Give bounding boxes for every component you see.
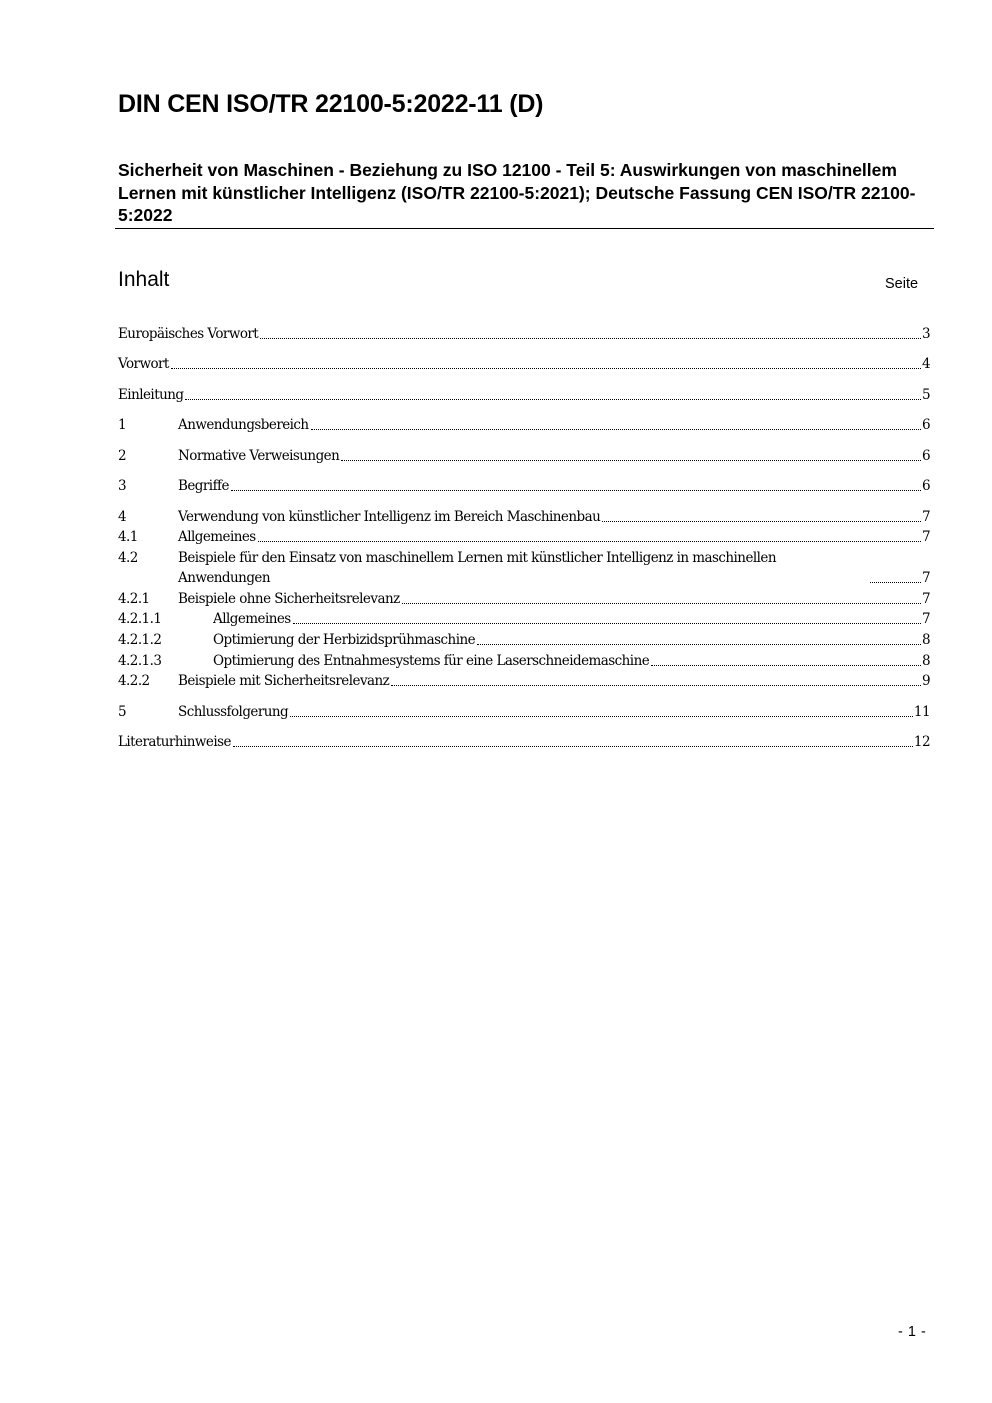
- toc-entry-vorwort[interactable]: [118, 354, 930, 374]
- toc-entry-einleitung[interactable]: [118, 385, 930, 405]
- toc-entry-page: 6: [921, 478, 930, 494]
- toc-entry-page: 8: [921, 653, 930, 669]
- toc-entry-number: 4.2.1: [118, 591, 150, 607]
- toc-dot-leader: [260, 338, 921, 339]
- toc-entry-1[interactable]: [118, 415, 930, 435]
- toc-entry-page: 3: [921, 326, 930, 342]
- toc-dot-leader: [870, 582, 921, 583]
- toc-entry-title: Europäisches Vorwort: [118, 326, 259, 342]
- toc-entry-title: Normative Verweisungen: [178, 448, 340, 464]
- toc-entry-4-2-1[interactable]: [118, 589, 930, 609]
- toc-entry-title: Anwendungsbereich: [178, 417, 309, 433]
- toc-entry-title: Schlussfolgerung: [178, 704, 289, 720]
- toc-dot-leader: [391, 685, 921, 686]
- toc-entry-2[interactable]: [118, 446, 930, 466]
- toc-dot-leader: [293, 623, 921, 624]
- toc-entry-page: 7: [921, 611, 930, 627]
- toc-page-column-heading: Seite: [885, 276, 919, 292]
- footer-page-number: - 1 -: [898, 1324, 927, 1340]
- toc-dot-leader: [258, 541, 921, 542]
- toc-entry-title: Begriffe: [178, 478, 229, 494]
- toc-entry-page: 12: [913, 734, 930, 750]
- toc-entry-number: 5: [118, 704, 127, 720]
- toc-entry-number: 4.2.1.3: [118, 653, 162, 669]
- toc-entry-number: 4: [118, 509, 127, 525]
- toc-entry-literaturhinweise[interactable]: [118, 732, 930, 752]
- toc-entry-number: 4.2.1.2: [118, 632, 162, 648]
- toc-entry-title: Beispiele ohne Sicherheitsrelevanz: [178, 591, 400, 607]
- toc-entry-4-1[interactable]: [118, 527, 930, 547]
- toc-entry-page: 7: [921, 529, 930, 545]
- toc-entry-page: 6: [921, 448, 930, 464]
- toc-entry-title: Allgemeines: [178, 529, 256, 545]
- toc-entry-page: 5: [921, 387, 930, 403]
- toc-dot-leader: [233, 746, 913, 747]
- toc-entry-4[interactable]: [118, 507, 930, 527]
- toc-entry-3[interactable]: [118, 476, 930, 496]
- toc-entry-4-2-1-3[interactable]: [118, 651, 930, 671]
- toc-entry-number: 4.2: [118, 550, 138, 566]
- toc-heading: Inhalt: [118, 268, 170, 291]
- document-subtitle: Sicherheit von Maschinen - Beziehung zu ISO 12100 - Teil 5: Auswirkungen von maschinellem Lernen mit künstlicher Intelligenz (ISO/TR 22100-5:2021); Deutsche Fassung CEN ISO/TR 22100-5:2022: [118, 160, 916, 225]
- toc-entry-page: 7: [921, 570, 930, 586]
- toc-entry-europaeisches-vorwort[interactable]: [118, 324, 930, 344]
- toc-entry-number: 3: [118, 478, 127, 494]
- toc-entry-number: 4.2.2: [118, 673, 150, 689]
- toc-entry-title: Optimierung des Entnahmesystems für eine Laserschneidemaschine: [213, 653, 650, 669]
- toc-entry-page: 8: [921, 632, 930, 648]
- toc-entry-number: 2: [118, 448, 127, 464]
- toc-entry-title: Verwendung von künstlicher Intelligenz im Bereich Maschinenbau: [178, 509, 601, 525]
- toc-entry-title: Beispiele für den Einsatz von maschinellem Lernen mit künstlicher Intelligenz in maschinellen Anwendungen: [178, 550, 777, 586]
- toc-dot-leader: [402, 603, 921, 604]
- toc-entry-title: Optimierung der Herbizidsprühmaschine: [213, 632, 476, 648]
- toc-entry-5[interactable]: [118, 702, 930, 722]
- title-divider: [115, 228, 934, 229]
- toc-dot-leader: [602, 521, 921, 522]
- toc-entry-title: Allgemeines: [213, 611, 291, 627]
- toc-entry-page: 4: [921, 356, 930, 372]
- toc-dot-leader: [651, 665, 921, 666]
- toc-entry-title: Beispiele mit Sicherheitsrelevanz: [178, 673, 390, 689]
- toc-entry-number: 4.1: [118, 529, 138, 545]
- toc-entry-page: 7: [921, 591, 930, 607]
- toc-entry-4-2-2[interactable]: [118, 671, 930, 691]
- toc-dot-leader: [171, 368, 921, 369]
- toc-entry-title: Einleitung: [118, 387, 184, 403]
- toc-entry-4-2[interactable]: [118, 548, 930, 588]
- document-title: DIN CEN ISO/TR 22100-5:2022-11 (D): [118, 90, 544, 118]
- toc-entry-page: 6: [921, 417, 930, 433]
- toc-dot-leader: [477, 644, 921, 645]
- toc-dot-leader: [290, 716, 913, 717]
- toc-dot-leader: [231, 490, 921, 491]
- toc-entry-title: Literaturhinweise: [118, 734, 231, 750]
- toc-dot-leader: [311, 429, 921, 430]
- toc-entry-page: 11: [913, 704, 930, 720]
- toc-entry-number: 4.2.1.1: [118, 611, 162, 627]
- toc-entry-title: Vorwort: [118, 356, 169, 372]
- toc-dot-leader: [185, 399, 921, 400]
- toc-entry-4-2-1-1[interactable]: [118, 609, 930, 629]
- toc-entry-page: 9: [921, 673, 930, 689]
- toc-dot-leader: [341, 460, 921, 461]
- toc-entry-page: 7: [921, 509, 930, 525]
- toc-entry-number: 1: [118, 417, 127, 433]
- toc-entry-4-2-1-2[interactable]: [118, 630, 930, 650]
